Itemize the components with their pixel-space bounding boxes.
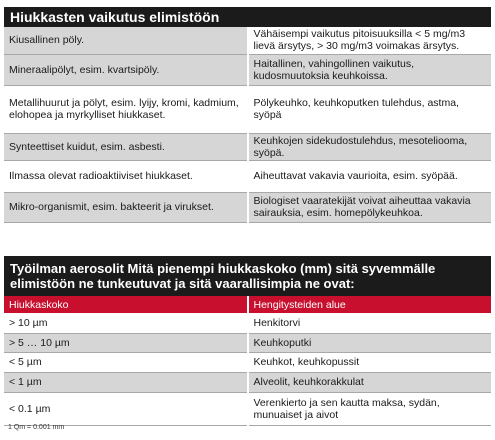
table-row — [4, 333, 491, 352]
particle-size-cell: < 5 µm — [4, 352, 248, 372]
airway-region-cell: Alveolit, keuhkorakkulat — [248, 372, 492, 392]
table-header — [4, 7, 491, 27]
table-row — [4, 85, 491, 133]
effect-cell: Keuhkojen sidekudostulehdus, mesoteliooma, syöpä. — [248, 133, 492, 160]
particle-size-cell: > 5 … 10 µm — [4, 333, 248, 352]
footnote: 1 Qm = 0.001 mm — [8, 424, 65, 431]
particle-effects-table — [4, 7, 491, 223]
aerosol-size-table — [4, 256, 491, 426]
particle-size-cell: < 1 µm — [4, 372, 248, 392]
table-row — [4, 392, 491, 425]
airway-region-cell: Keuhkot, keuhkopussit — [248, 352, 492, 372]
effect-cell: Aiheuttavat vakavia vaurioita, esim. syöpää. — [248, 160, 492, 192]
table-row — [4, 160, 491, 192]
table-row — [4, 313, 491, 333]
particle-type-cell: Ilmassa olevat radioaktiiviset hiukkaset. — [4, 160, 248, 192]
table-title: Hiukkasten vaikutus elimistöön — [10, 9, 220, 25]
effect-cell: Haitallinen, vahingollinen vaikutus, kudosmuutoksia keuhkoissa. — [248, 54, 492, 85]
effect-cell: Vähäisempi vaikutus pitoisuuksilla < 5 mg/m3 lievä ärsytys, > 30 mg/m3 voimakas ärsytys. — [248, 27, 492, 54]
table-row — [4, 192, 491, 222]
particle-type-cell: Mineraalipölyt, esim. kvartsipöly. — [4, 54, 248, 85]
particle-size-cell: < 0.1 µm — [4, 392, 248, 425]
particle-size-cell: > 10 µm — [4, 313, 248, 333]
table-row — [4, 54, 491, 85]
column-header-airway-region: Hengitysteiden alue — [248, 296, 492, 313]
airway-region-cell: Henkitorvi — [248, 313, 492, 333]
airway-region-cell: Verenkierto ja sen kautta maksa, sydän, munuaiset ja aivot — [248, 392, 492, 425]
column-header-row — [4, 296, 491, 313]
particle-type-cell: Mikro-organismit, esim. bakteerit ja virukset. — [4, 192, 248, 222]
effect-cell: Pölykeuhko, keuhkoputken tulehdus, astma, syöpä — [248, 85, 492, 133]
table-row — [4, 352, 491, 372]
table-header — [4, 256, 491, 296]
table-title: Työilman aerosolit Mitä pienempi hiukkaskoko (mm) sitä syvemmälle elimistöön ne tunkeutuvat ja sitä vaarallisimpia ne ovat: — [10, 261, 436, 291]
effect-cell: Biologiset vaaratekijät voivat aiheuttaa vakavia sairauksia, esim. homepölykeuhkoa. — [248, 192, 492, 222]
table-row — [4, 372, 491, 392]
particle-type-cell: Synteettiset kuidut, esim. asbesti. — [4, 133, 248, 160]
table-row — [4, 27, 491, 54]
table-row — [4, 133, 491, 160]
column-header-particle-size: Hiukkaskoko — [4, 296, 248, 313]
particle-type-cell: Kiusallinen pöly. — [4, 27, 248, 54]
airway-region-cell: Keuhkoputki — [248, 333, 492, 352]
particle-type-cell: Metallihuurut ja pölyt, esim. lyijy, kromi, kadmium, elohopea ja myrkylliset hiukkaset. — [4, 85, 248, 133]
